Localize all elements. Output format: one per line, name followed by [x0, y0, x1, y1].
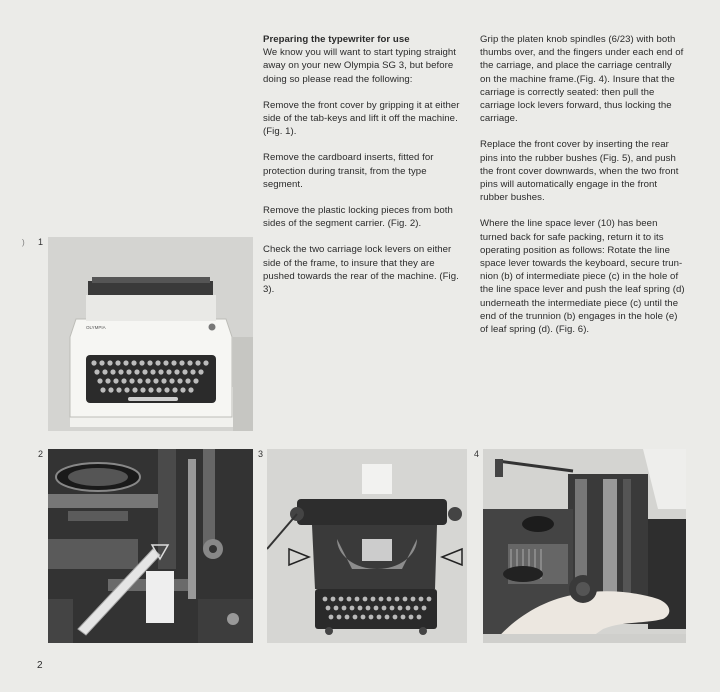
text-column-1	[263, 33, 463, 309]
figure-3-number: 3	[258, 449, 264, 459]
step-front-cover: Remove the front cover by gripping it at either side of the tab-keys and lift it off the machine. (Fig. 1).	[263, 99, 460, 138]
page-number: 2	[37, 660, 43, 671]
para-front-cover: Replace the front cover by inserting the rear pins into the rubber bushes (Fig. 5), and push the front cover downwards, when the two front pins will automatically engage in the front rubber bushes.	[480, 139, 679, 204]
typewriter-top-image	[267, 449, 467, 643]
step-plastic-locking: Remove the plastic locking pieces from both sides of the segment carrier. (Fig. 2).	[263, 205, 453, 230]
para-line-space: Where the line space lever (10) has been turned back for safe packing, return it to its operating position as follows: Rotate the line space lever towards the keyboard, secure trun-nion (b) of intermediate piece (c) in the hole of the line space lever and push the leaf spring (d) underneath the intermediate piece (c) until the end of the trunnion (b) engages in the hole (e) of leaf spring (d). (Fig. 6).	[480, 218, 685, 336]
figure-2-photo	[48, 449, 253, 643]
figure-1-number: 1	[38, 237, 44, 247]
figure-1-photo	[48, 237, 253, 431]
figure-4-photo	[483, 449, 686, 643]
step-carriage-lock: Check the two carriage lock levers on either side of the frame, to insure that they are pushed towards the rear of the machine. (Fig. 3).	[263, 244, 459, 296]
step-cardboard-inserts: Remove the cardboard inserts, fitted for protection during transit, from the type segment.	[263, 152, 434, 190]
intro-paragraph	[263, 33, 463, 86]
figure-3-photo	[267, 449, 467, 643]
para-carriage: Grip the platen knob spindles (6/23) with both thumbs over, and the fingers under each end of the carriage, and place the carriage centrally on the machine frame.(Fig. 4). Insure that the carriage is correctly seated: then pull the carriage lock levers forward, thus locking the carriage.	[480, 34, 684, 125]
text-column-2	[480, 33, 685, 349]
brand-label: OLYMPIA	[86, 325, 106, 330]
figure-2-number: 2	[38, 449, 44, 459]
section-heading: Preparing the typewriter for use	[263, 34, 410, 45]
figure-4-number: 4	[474, 449, 480, 459]
intro-text: We know you will want to start typing straight away on your new Olympia SG 3, but before doing so please read the following:	[263, 47, 457, 85]
typewriter-front-image	[48, 237, 253, 431]
carriage-placement-image	[483, 449, 686, 643]
margin-mark: )	[22, 238, 25, 247]
segment-carrier-image	[48, 449, 253, 643]
